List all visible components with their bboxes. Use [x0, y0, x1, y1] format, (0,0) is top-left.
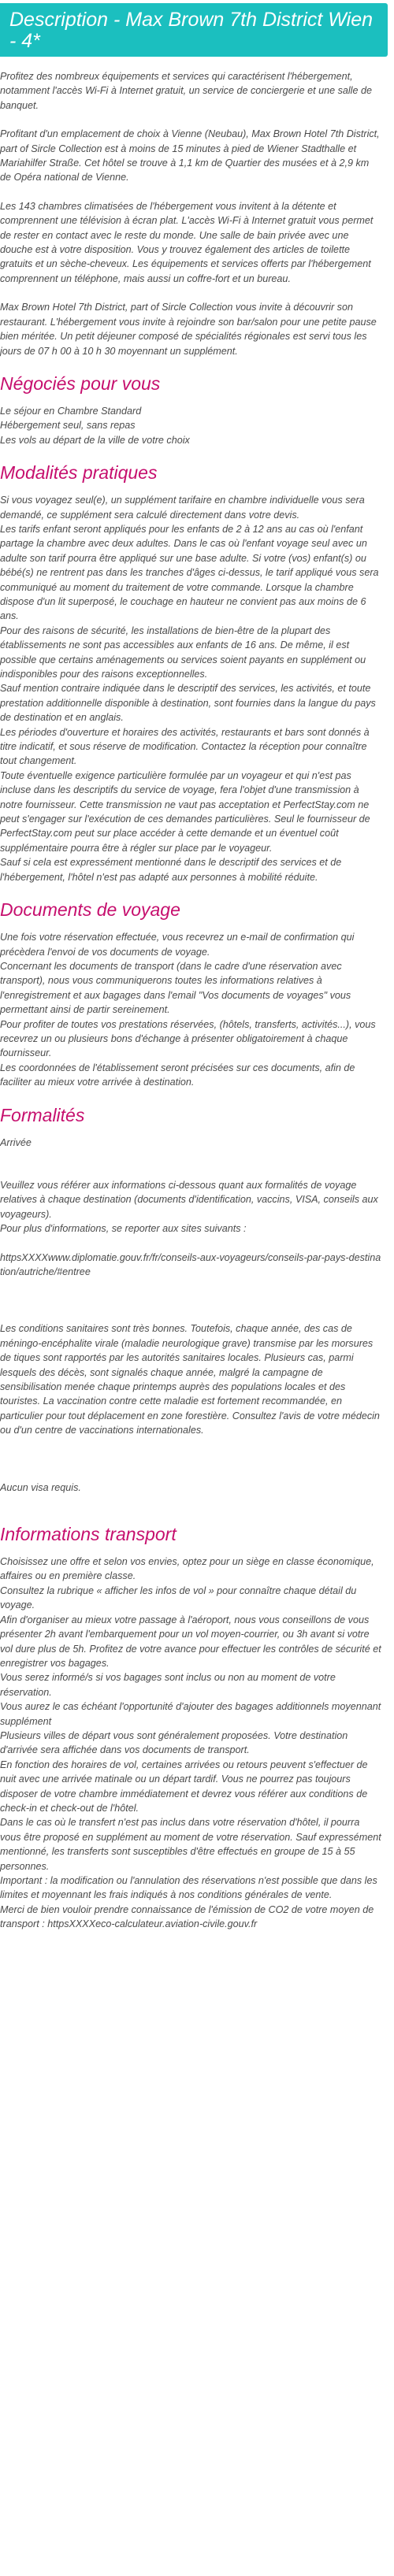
formalites-visa: Aucun visa requis.	[0, 1481, 81, 1493]
page-title: Description - Max Brown 7th District Wien - 4*	[0, 3, 388, 57]
negocies-heading: Négociés pour vous	[0, 373, 161, 394]
intro-paragraph-1: Profitez des nombreux équipements et services qui caractérisent l'hébergement, notamment l'accès Wi-Fi à Internet gratuit, un service de conciergerie et une salle de banquet.	[0, 71, 375, 111]
formalites-health-text: Les conditions sanitaires sont très bonnes. Toutefois, chaque année, des cas de méningo-encéphalite virale (maladie neurologique grave) transmise par les morsures de tiques sont rapportés par les autorités sanitaires locales. Plusieurs cas, parmi lesquels des décès, sont signalés chaque année, malgré la campagne de sensibilisation menée chaque printemps auprès des populations locales et des touristes. La vaccination contre cette maladie est fortement recommandée, en particulier pour tout déplacement en zone forestière. Consultez l'avis de votre médecin ou d'un centre de vaccinations internationales.	[0, 1323, 383, 1436]
negocies-item-room: Le séjour en Chambre Standard	[0, 405, 142, 417]
intro-paragraph-3: Les 143 chambres climatisées de l'hébergement vous invitent à la détente et comprennent une télévision à écran plat. L'accès Wi-Fi à Internet gratuit vous permet de rester en contact avec le reste du monde. Une salle de bain privée avec une douche est à votre disposition. Vous y trouvez également des articles de toilette gratuits et un sèche-cheveux. Les équipements et services offerts par l'hébergement comprennent un téléphone, mais aussi un coffre-fort et un bureau.	[0, 200, 376, 284]
formalites-arrival: Arrivée	[0, 1136, 32, 1148]
negocies-list	[0, 404, 381, 447]
documents-heading: Documents de voyage	[0, 899, 180, 921]
negocies-item-board: Hébergement seul, sans repas	[0, 420, 136, 432]
formalites-heading: Formalités	[0, 1104, 85, 1125]
modalites-text: Si vous voyagez seul(e), un supplément tarifaire en chambre individuelle vous sera demandé, ce supplément sera calculé directement dans votre devis. Les tarifs enfant seront appliqués pour les enfants de 2 à 12 ans au cas où l'enfant partage la chambre avec deux adultes. Dans le cas où l'enfant voyage seul avec un adulte son tarif pourra être appliqué sur une base adulte. Si votre (vos) enfant(s) ou bébé(s) ne rentrent pas dans les tranches d'âges ci-dessus, le tarif appliqué vous sera communiqué au moment du traitement de votre commande. Lorsque la chambre dispose d'un lit superposé, le couchage en hauteur ne convient pas aux moins de 6 ans. Pour des raisons de sécurité, les installations de bien-être de la plupart des établissements ne sont pas accessibles aux enfants de 16 ans. De même, il est possible que certains aménagements ou services soient payants en supplément ou indisponibles pour des raisons exceptionnelles. Sauf mention contraire indiquée dans le descriptif des services, les activités, et toute prestation additionnelle disponible à destination, sont fournies dans la langue du pays de destination et en anglais. Les périodes d'ouverture et horaires des activités, restaurants et bars sont donnés à titre indicatif, et sous réserve de modification. Contactez la réception pour connaître tout changement. Toute éventuelle exigence particulière formulée par un voyageur et qui n'est pas incluse dans les descriptifs du service de voyage, fera l'objet d'une transmission à notre fournisseur. Cette transmission ne vaut pas acceptation et PerfectStay.com ne peut s'engager sur l'exécution de ces demandes particulières. Seul le fournisseur de PerfectStay.com peut sur place accéder à cette demande et un éventuel coût supplémentaire pourra être à régler sur place par le voyageur. Sauf si cela est expressément mentionné dans le descriptif des services et de l'hébergement, l'hôtel n'est pas adapté aux personnes à mobilité réduite.	[0, 495, 379, 883]
negocies-item-flights: Les vols au départ de la ville de votre choix	[0, 434, 190, 446]
documents-text: Une fois votre réservation effectuée, vous recevrez un e-mail de confirmation qui précèdera l'envoi de vos documents de voyage. Concernant les documents de transport (dans le cadre d'une réservation avec transport), nous vous communiquerons toutes les informations relatives à l'enregistrement et aux bagages dans l'email "Vos documents de voyages" vous permettant ainsi de partir sereinement. Pour profiter de toutes vos prestations réservées, (hôtels, transferts, activités...), vous recevrez un ou plusieurs bons d'échange à présenter obligatoirement à chaque fournisseur. Les coordonnées de l'établissement seront précisées sur ces documents, afin de faciliter au mieux votre arrivée à destination.	[0, 932, 376, 1088]
description-content	[0, 57, 388, 1932]
formalites-link[interactable]: httpsXXXXwww.diplomatie.gouv.fr/fr/conseils-aux-voyageurs/conseils-par-pays-destination/autriche/#entree	[0, 1251, 381, 1277]
transport-heading: Informations transport	[0, 1524, 177, 1545]
intro-paragraph-4: Max Brown Hotel 7th District, part of Sircle Collection vous invite à découvrir son restaurant. L'hébergement vous invite à rejoindre son bar/salon pour une petite pause bien méritée. Un petit déjeuner composé de spécialités régionales est servi tous les jours de 07 h 00 à 10 h 30 moyennant un supplément.	[0, 302, 380, 357]
formalites-text-intro: Veuillez vous référer aux informations ci-dessous quant aux formalités de voyage relatives à chaque destination (documents d'identification, vaccins, VISA, conseils aux voyageurs). Pour plus d'informations, se reporter aux sites suivants :	[0, 1179, 378, 1235]
intro-paragraph-2: Profitant d'un emplacement de choix à Vienne (Neubau), Max Brown Hotel 7th District, part of Sircle Collection est à moins de 15 minutes à pied de Wiener Stadthalle et Mariahilfer Straße. Cet hôtel se trouve à 1,1 km de Quartier des musées et à 2,9 km de Opéra national de Vienne.	[0, 128, 383, 183]
transport-text: Choisissez une offre et selon vos envies, optez pour un siège en classe économique, affaires ou en première classe. Consultez la rubrique « afficher les infos de vol » pour connaître chaque détail du voyage. Afin d'organiser au mieux votre passage à l'aéroport, nous vous conseillons de vous présenter 2h avant l'embarquement pour un vol moyen-courrier, ou 3h avant si votre vol dure plus de 5h. Profitez de votre avance pour effectuer les contrôles de sécurité et enregistrer vos bagages. Vous serez informé/s si vos bagages sont inclus ou non au moment de votre réservation. Vous aurez le cas échéant l'opportunité d'ajouter des bagages additionnels moyennant supplément Plusieurs villes de départ vous sont généralement proposées. Votre destination d'arrivée sera affichée dans vos documents de transport. En fonction des horaires de vol, certaines arrivées ou retours peuvent s'effectuer de nuit avec une arrivée matinale ou un départ tardif. Vous ne pourrez pas toujours disposer de votre chambre immédiatement et devrez vous référer aux conditions de check-in et check-out de l'hôtel. Dans le cas où le transfert n'est pas inclus dans votre réservation d'hôtel, il pourra vous être proposé en supplément au moment de votre réservation. Sauf expressément mentionné, les transferts sont susceptibles d'être effectués en groupe de 15 à 55 personnes. Important : la modification ou l'annulation des réservations n'est possible que dans les limites et moyennant les frais indiqués à nos conditions générales de vente. Merci de bien vouloir prendre connaissance de l'émission de CO2 de votre moyen de transport : httpsXXXXeco-calculateur.aviation-civile.gouv.fr	[0, 1556, 381, 1930]
modalites-heading: Modalités pratiques	[0, 462, 158, 484]
